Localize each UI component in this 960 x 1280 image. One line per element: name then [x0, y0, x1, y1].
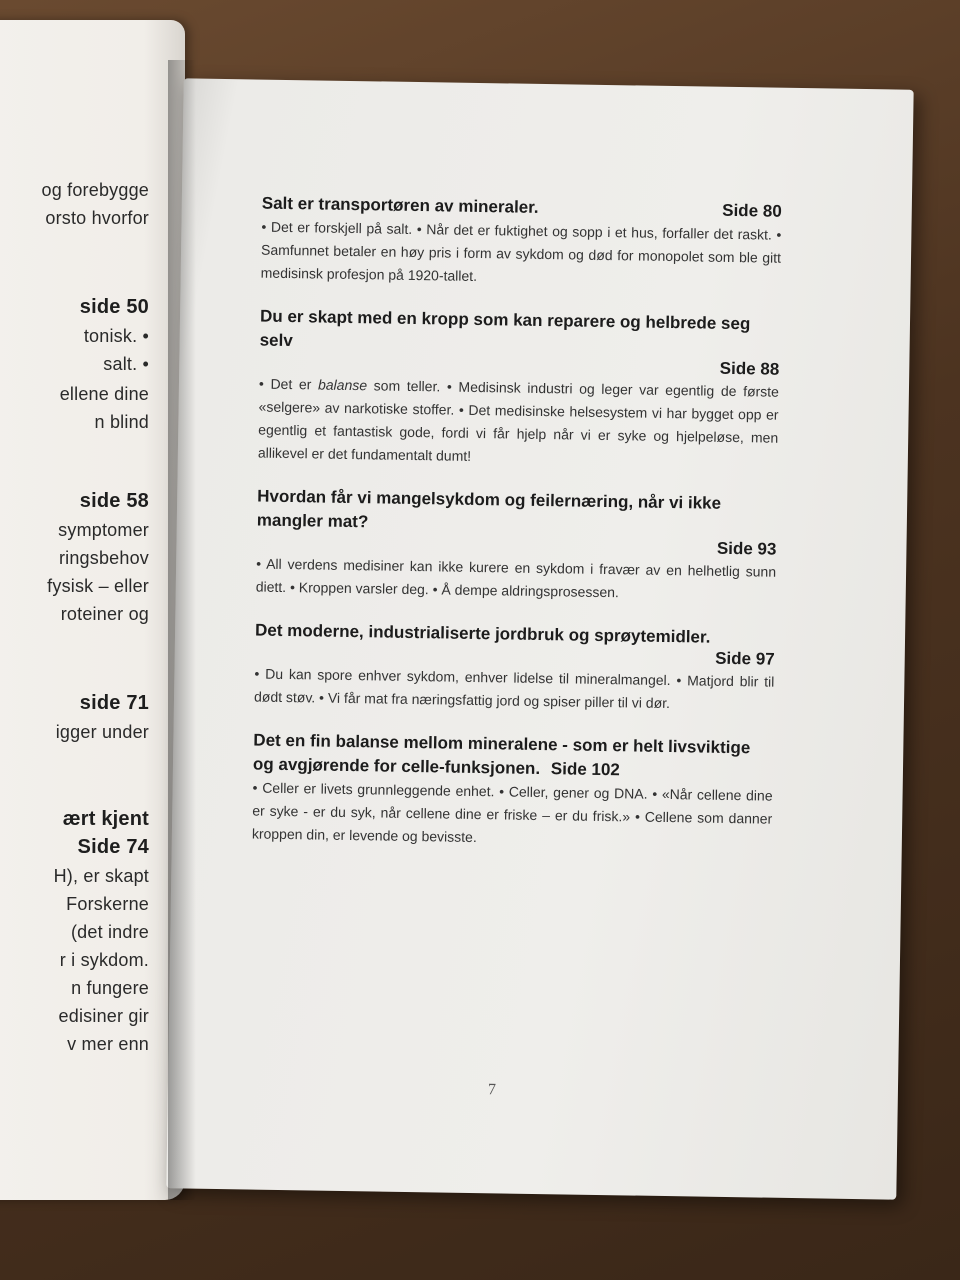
section-heading [255, 619, 776, 671]
section-page-ref: Side 80 [722, 200, 782, 221]
section-summary: • Det er balanse som teller. • Medisinsk industri og leger var egentlig de første «selgere» av narkotiske stoffer. • Det medisinske helsesystem vi har bygget opp er egentlig et fantastisk gode, fordi vi får hjelp når vi er syke og hjelpeløse, men allikevel er det fundamentalt dumt! [257, 375, 780, 464]
section-title: Du er skapt med en kropp som kan reparere og helbrede seg selv [259, 306, 751, 351]
toc-section [258, 305, 780, 473]
left-page-line: n blind [94, 412, 149, 432]
section-title: Det moderne, industrialiserte jordbruk og sprøytemidler. [254, 620, 711, 647]
emphasis-text: balanse [317, 376, 368, 394]
left-page-line: edisiner gir [58, 1006, 149, 1026]
left-page-heading: side 58 [79, 490, 149, 512]
left-page-heading: side 71 [79, 692, 149, 714]
left-page-line: Forskerne [66, 894, 149, 914]
left-page-heading: Side 74 [77, 836, 149, 858]
section-page-ref: Side 102 [550, 759, 621, 780]
section-page-ref: Side 93 [716, 538, 777, 559]
left-page-line: n fungere [71, 978, 149, 998]
left-page-line: orsto hvorfor [45, 208, 149, 228]
left-page-line: symptomer [58, 520, 149, 540]
left-page [0, 20, 185, 1200]
left-page-line: ringsbehov [58, 548, 149, 568]
left-page-heading: ært kjent [62, 808, 149, 830]
section-summary: • Det er forskjell på salt. • Når det er fuktighet og sopp i et hus, forfaller det raskt. • Samfunnet betaler en høy pris i form av sykdom og død for monopolet som ble gitt medisinsk profesjon på 1920-tallet. [260, 218, 782, 284]
toc-section [256, 485, 778, 607]
section-heading [259, 305, 780, 381]
left-page-line: igger under [55, 722, 149, 742]
section-summary: • Du kan spore enhver sykdom, enhver lidelse til mineralmangel. • Matjord blir til dødt støv. • Vi får mat fra næringsfattig jord og spiser piller til vi dør. [253, 665, 775, 712]
table-of-contents [251, 192, 782, 874]
left-page-line: v mer enn [67, 1034, 149, 1054]
left-page-line: og forebygge [41, 180, 149, 200]
toc-section [254, 619, 775, 717]
section-title: Salt er transportøren av mineraler. [261, 193, 539, 217]
section-page-ref: Side 97 [715, 648, 775, 669]
section-summary: • Celler er livets grunnleggende enhet. • Celler, gener og DNA. • «Når cellene dine er syke - er du syk, når cellene dine er friske – er du frisk.» • Cellene som danner kroppen din, er levende og bevisste. [251, 779, 773, 846]
section-title: Det en fin balanse mellom mineralene - som er helt livsviktige og avgjørende for celle-funksjonen. [252, 730, 751, 779]
left-page-line: roteiner og [60, 604, 149, 624]
section-title: Hvordan får vi mangelsykdom og feilernæring, når vi ikke mangler mat? [256, 486, 722, 532]
section-heading [253, 729, 774, 785]
section-heading [256, 485, 777, 561]
left-page-line: ellene dine [59, 384, 149, 404]
toc-section [261, 192, 782, 293]
section-page-ref: Side 88 [719, 358, 780, 379]
book-gutter-shadow [168, 60, 196, 1200]
left-page-line: r i sykdom. [59, 950, 149, 970]
left-page-line: H), er skapt [53, 866, 149, 886]
left-page-line: fysisk – eller [47, 576, 149, 596]
right-page [166, 78, 913, 1199]
left-page-line: tonisk. • [83, 326, 149, 346]
toc-section [252, 729, 774, 854]
left-page-heading: side 50 [79, 296, 149, 318]
left-page-line: salt. • [103, 354, 149, 374]
section-summary: • All verdens medisiner kan ikke kurere en sykdom i fravær av en helhetlig sunn diett. • Kroppen varsler deg. • Å dempe aldringsprosessen. [255, 555, 777, 601]
page-number: 7 [487, 1081, 497, 1099]
left-page-line: (det indre [70, 922, 149, 942]
